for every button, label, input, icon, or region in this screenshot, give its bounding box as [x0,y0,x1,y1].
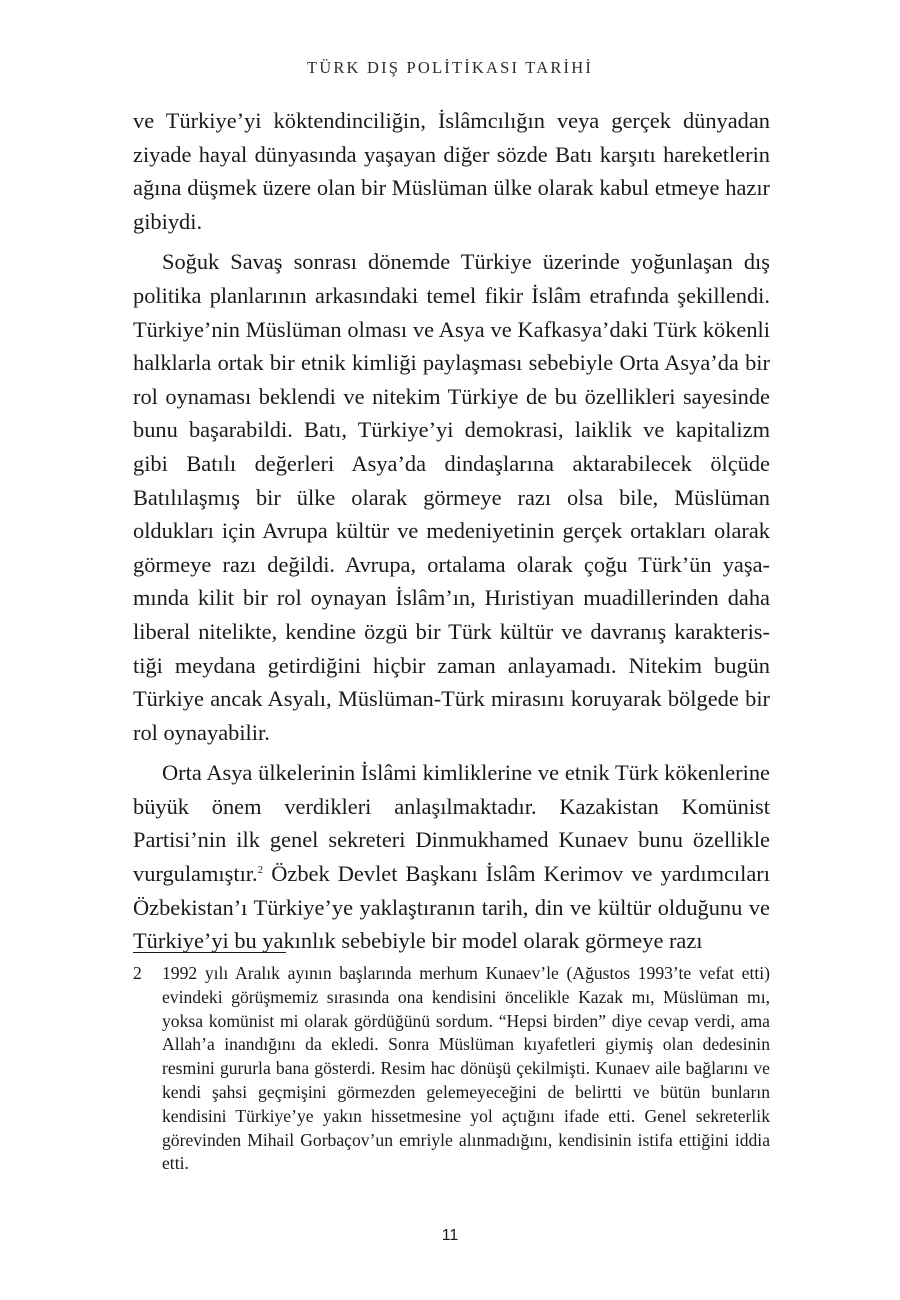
footnote-separator [133,952,286,953]
footnote [133,962,770,1176]
running-header-title: TÜRK DIŞ POLİTİKASI TARİHİ [306,58,594,77]
main-text [133,104,770,965]
paragraph-central-asia [133,756,770,958]
paragraph-central-asia-text-cont: Özbek Devlet Başkanı İslâm Kerimov ve yardımcıları Özbekistan’ı Türkiye’ye yaklaştıranın tarih, din ve kültür olduğunu ve Türkiye’yi bu yakınlık sebebiyle bir model olarak görmeye razı [133,861,770,954]
page-number: 11 [441,1227,459,1244]
paragraph-cold-war: Soğuk Savaş sonrası dönemde Türkiye üzerinde yoğunlaşan dış politika planlarının arkasındaki temel fikir İslâm etrafında şekillendi. Türkiye’nin Müslüman olması ve Asya ve Kafkasya’daki Türk kökenli halklarla ortak bir etnik kimliği paylaşması sebebiyle Orta Asya’da bir rol oynaması beklendi ve nitekim Türkiye de bu özellikleri sayesinde bunu başarabildi. Batı, Türkiye’yi demokrasi, laiklik ve kapitalizm gibi Batılı değerleri Asya’da dindaşlarına aktarabilecek ölçüde Batılılaşmış bir ülke olarak görmeye razı olsa bile, Müslüman oldukları için Avrupa kültür ve medeniyetinin gerçek ortakları olarak görmeye razı değildi. Avrupa, ortalama olarak çoğu Türk’ün yaşamında kilit bir rol oynayan İslâm’ın, Hıristiyan muadillerinden daha liberal nitelikte, kendine özgü bir Türk kültür ve davranış karakteristiği meydana getirdiğini hiçbir zaman anlayamadı. Nitekim bugün Türkiye ancak Asyalı, Müslüman-Türk mirasını koruyarak bölgede bir rol oynayabilir. [133,249,770,745]
footnote-number: 2 [133,963,142,983]
footnote-reference[interactable]: 2 [257,863,264,876]
paragraph-central-asia-text: Orta Asya ülkelerinin İslâmi kimliklerine ve etnik Türk kökenlerine büyük önem verdikleri anlaşılmaktadır. Kazakistan Komünist Partisi’nin ilk genel sekreteri Dinmukhamed Kunaev bunu özellikle vurgulamıştır. [133,760,770,887]
paragraph-continuation: ve Türkiye’yi köktendinciliğin, İslâmcılığın veya gerçek dünyadan ziyade hayal dünyasında yaşayan diğer sözde Batı karşıtı hareketlerin ağına düşmek üzere olan bir Müslüman ülke olarak kabul etmeye hazır gibiydi. [133,108,770,234]
footnote-text: 1992 yılı Aralık ayının başlarında merhum Kunaev’le (Ağustos 1993’te vefat etti) evindeki görüşmemiz sırasında ona kendisini öncelikle Kazak mı, Müslüman mı, yoksa komünist mi olarak gördüğünü sordum. “Hepsi birden” diye cevap verdi, ama Allah’a inandığını da ekledi. Sonra Müslüman kıyafetleri giymiş olan dedesinin resmini gururla bana gösterdi. Resim hac dönüşü çekilmişti. Kunaev aile bağlarını ve kendi şahsi geçmişini görmezden gelemeyeceğini de belirtti ve bütün bunların kendisini Türkiye’ye yakın hissetmesine yol açtığını ifade etti. Genel sekreterlik görevinden Mihail Gorbaçov’un emriyle alınmadığını, kendisinin istifa ettiğini iddia etti. [162,963,770,1174]
